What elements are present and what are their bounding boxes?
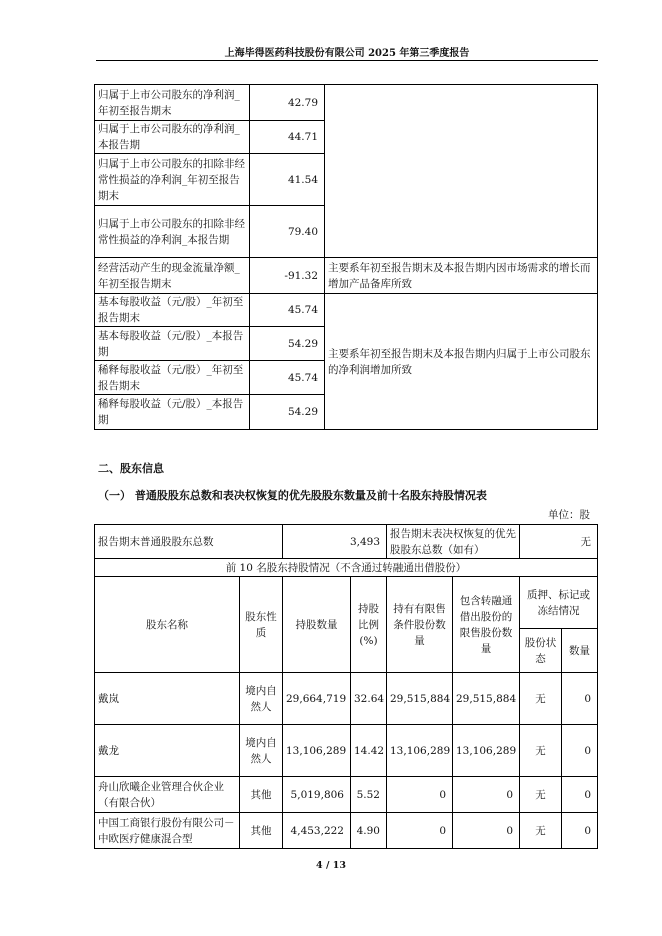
row-label: 稀释每股收益（元/股）_年初至报告期末 — [95, 361, 250, 395]
page-number: 4 / 13 — [316, 860, 346, 871]
row-value: 44.71 — [250, 121, 325, 154]
table-row — [95, 258, 598, 294]
holder-status: 无 — [520, 777, 562, 813]
holder-lent: 0 — [453, 813, 520, 849]
row-value: 45.74 — [250, 361, 325, 395]
table-row — [95, 725, 598, 777]
preferred-holders-value: 无 — [520, 525, 598, 559]
holder-qty: 0 — [562, 813, 598, 849]
header-row — [95, 577, 598, 629]
header-shares: 持股数量 — [283, 577, 351, 673]
header-divider — [96, 60, 598, 61]
holder-nature: 境内自然人 — [240, 673, 283, 725]
holder-lent: 0 — [453, 777, 520, 813]
holder-nature: 境内自然人 — [240, 725, 283, 777]
holder-shares: 13,106,289 — [283, 725, 351, 777]
top10-title: 前 10 名股东持股情况（不含通过转融通出借股份） — [95, 559, 598, 577]
table-row — [95, 294, 598, 327]
header-ratio: 持股比例(%) — [351, 577, 387, 673]
row-label: 归属于上市公司股东的扣除非经常性损益的净利润_本报告期 — [95, 206, 250, 258]
table-row — [95, 777, 598, 813]
shareholder-table — [94, 524, 598, 849]
row-value: 54.29 — [250, 395, 325, 430]
holder-name: 戴龙 — [95, 725, 240, 777]
holder-nature: 其他 — [240, 777, 283, 813]
row-value: 54.29 — [250, 327, 325, 361]
header-name: 股东名称 — [95, 577, 240, 673]
section-subtitle: （一） 普通股股东总数和表决权恢复的优先股股东数量及前十名股东持股情况表 — [98, 489, 487, 502]
header-lent: 包含转融通借出股份的限售股份数量 — [453, 577, 520, 673]
row-value: -91.32 — [250, 258, 325, 294]
holder-status: 无 — [520, 813, 562, 849]
table-row — [95, 85, 598, 121]
header-pledge-qty: 数量 — [562, 629, 598, 673]
holder-name: 中国工商银行股份有限公司－中欧医疗健康混合型 — [95, 813, 240, 849]
holder-shares: 29,664,719 — [283, 673, 351, 725]
row-value: 79.40 — [250, 206, 325, 258]
reason-eps: 主要系年初至报告期末及本报告期内归属于上市公司股东的净利润增加所致 — [325, 294, 598, 430]
row-label: 归属于上市公司股东的净利润_年初至报告期末 — [95, 85, 250, 121]
holder-status: 无 — [520, 725, 562, 777]
holder-ratio: 32.64 — [351, 673, 387, 725]
row-label: 归属于上市公司股东的净利润_本报告期 — [95, 121, 250, 154]
unit-label: 单位：股 — [548, 509, 590, 521]
row-value: 41.54 — [250, 154, 325, 206]
holder-nature: 其他 — [240, 813, 283, 849]
holder-restricted: 13,106,289 — [387, 725, 453, 777]
financial-change-table — [94, 84, 598, 430]
top10-title-row — [95, 559, 598, 577]
row-value: 42.79 — [250, 85, 325, 121]
reason-cell-empty — [325, 85, 598, 258]
header-pledge-status: 股份状态 — [520, 629, 562, 673]
row-label: 基本每股收益（元/股）_本报告期 — [95, 327, 250, 361]
table-row — [95, 813, 598, 849]
total-holders-label: 报告期末普通股股东总数 — [95, 525, 283, 559]
header-nature: 股东性质 — [240, 577, 283, 673]
preferred-holders-label: 报告期末表决权恢复的优先股股东总数（如有） — [387, 525, 520, 559]
holder-qty: 0 — [562, 777, 598, 813]
holder-shares: 5,019,806 — [283, 777, 351, 813]
holder-shares: 4,453,222 — [283, 813, 351, 849]
row-value: 45.74 — [250, 294, 325, 327]
section-title: 二、股东信息 — [98, 462, 164, 475]
reason-cashflow: 主要系年初至报告期末及本报告期内因市场需求的增长而增加产品备库所致 — [325, 258, 598, 294]
holder-restricted: 0 — [387, 813, 453, 849]
row-label: 经营活动产生的现金流量净额_年初至报告期末 — [95, 258, 250, 294]
holder-ratio: 5.52 — [351, 777, 387, 813]
table-row — [95, 673, 598, 725]
holder-ratio: 14.42 — [351, 725, 387, 777]
row-label: 稀释每股收益（元/股）_本报告期 — [95, 395, 250, 430]
holder-ratio: 4.90 — [351, 813, 387, 849]
holder-lent: 13,106,289 — [453, 725, 520, 777]
header-pledge: 质押、标记或冻结情况 — [520, 577, 598, 629]
holder-qty: 0 — [562, 725, 598, 777]
holder-name: 戴岚 — [95, 673, 240, 725]
holder-status: 无 — [520, 673, 562, 725]
summary-row — [95, 525, 598, 559]
header-restricted: 持有有限售条件股份数量 — [387, 577, 453, 673]
holder-qty: 0 — [562, 673, 598, 725]
holder-restricted: 29,515,884 — [387, 673, 453, 725]
total-holders-value: 3,493 — [283, 525, 387, 559]
document-header: 上海毕得医药科技股份有限公司 2025 年第三季度报告 — [224, 48, 470, 59]
row-label: 归属于上市公司股东的扣除非经常性损益的净利润_年初至报告期末 — [95, 154, 250, 206]
holder-lent: 29,515,884 — [453, 673, 520, 725]
holder-restricted: 0 — [387, 777, 453, 813]
row-label: 基本每股收益（元/股）_年初至报告期末 — [95, 294, 250, 327]
holder-name: 舟山欣曦企业管理合伙企业（有限合伙） — [95, 777, 240, 813]
